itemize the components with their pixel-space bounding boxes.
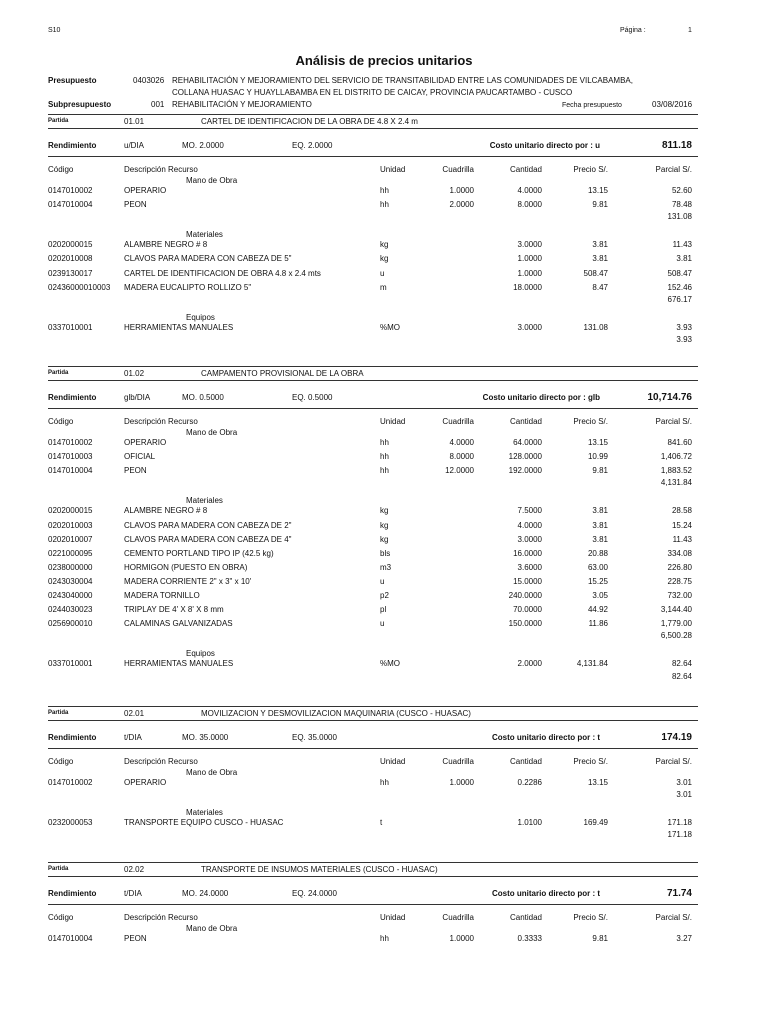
rendimiento-label: Rendimiento [48,733,97,742]
item-desc: OPERARIO [124,778,167,787]
item-unit: kg [380,240,389,250]
group-subtotal: 82.64 [671,671,692,681]
col-codigo: Código [48,757,74,766]
item-cantidad: 1.0000 [517,268,542,278]
rendimiento-value: glb/DIA [124,393,151,402]
item-parcial: 334.08 [667,548,692,558]
col-unidad: Unidad [380,165,406,174]
item-code: 02436000010003 [48,282,111,292]
item-code: 0202000015 [48,506,93,516]
item-unit: hh [380,438,389,447]
group-subtotal: 131.08 [667,212,692,222]
item-code: 0147010004 [48,200,93,210]
fecha-value: 03/08/2016 [652,100,693,109]
item-cantidad: 16.0000 [513,548,542,558]
item-parcial: 3,144.40 [660,605,692,615]
item-code: 0202010003 [48,520,93,530]
report-code: S10 [48,27,61,34]
rendimiento-label: Rendimiento [48,141,97,150]
col-cuadrilla: Cuadrilla [442,757,474,766]
rendimiento-value: u/DIA [124,141,145,150]
presupuesto-label: Presupuesto [48,76,97,85]
partida-name: CARTEL DE IDENTIFICACION DE LA OBRA DE 4.8 X 2.4 m [201,117,418,126]
col-cuadrilla: Cuadrilla [442,417,474,426]
item-cantidad: 18.0000 [513,282,542,292]
col-codigo: Código [48,165,74,174]
item-unit: hh [380,186,389,195]
item-cantidad: 0.2286 [517,778,542,787]
partida-divider [48,366,698,367]
group-name: Mano de Obra [186,176,238,185]
group-name: Equipos [186,312,215,322]
item-code: 0337010001 [48,322,93,332]
col-cantidad: Cantidad [509,913,542,922]
page-number: 1 [688,27,692,34]
item-desc: CLAVOS PARA MADERA CON CABEZA DE 2" [124,520,292,530]
item-desc: ALAMBRE NEGRO # 8 [124,240,208,250]
item-code: 0147010002 [48,438,93,447]
col-precio: Precio S/. [573,757,608,766]
rendimiento-underline [48,156,698,157]
item-unit: p2 [380,591,389,600]
item-precio: 508.47 [583,268,608,278]
item-code: 0243040000 [48,591,93,600]
item-precio: 44.92 [587,605,608,615]
item-cuadrilla: 4.0000 [449,438,474,447]
item-unit: hh [380,778,389,787]
col-parcial: Parcial S/. [655,165,692,174]
item-cantidad: 3.0000 [517,322,542,332]
item-parcial: 1,406.72 [660,452,692,462]
rendimiento-underline [48,748,698,749]
item-parcial: 11.43 [672,534,692,544]
item-desc: OPERARIO [124,186,167,195]
item-cantidad: 0.3333 [517,934,542,943]
costo-value: 174.19 [661,732,692,743]
item-cantidad: 4.0000 [517,186,542,195]
partida-label: Partida [48,710,69,716]
item-code: 0337010001 [48,659,93,669]
item-unit: %MO [380,659,400,669]
item-cuadrilla: 8.0000 [449,452,474,462]
item-unit: kg [380,534,389,544]
item-cantidad: 2.0000 [517,659,542,669]
item-parcial: 82.64 [671,659,692,669]
rendimiento-value: t/DIA [124,733,142,742]
item-code: 0239130017 [48,268,93,278]
page-label: Página : [620,27,646,34]
rendimiento-label: Rendimiento [48,889,97,898]
item-unit: pl [380,605,387,615]
item-parcial: 3.93 [676,322,692,332]
item-parcial: 3.27 [676,934,692,943]
item-precio: 3.81 [592,240,608,250]
item-parcial: 1,883.52 [660,466,692,476]
item-desc: PEON [124,200,147,210]
group-subtotal: 4,131.84 [660,478,692,488]
mo-value: MO. 24.0000 [182,889,229,898]
item-desc: TRIPLAY DE 4' X 8' X 8 mm [124,605,224,615]
item-cuadrilla: 1.0000 [449,186,474,195]
col-unidad: Unidad [380,913,406,922]
item-parcial: 226.80 [667,562,692,572]
item-code: 0232000053 [48,818,93,828]
col-parcial: Parcial S/. [655,913,692,922]
item-desc: CLAVOS PARA MADERA CON CABEZA DE 5" [124,254,292,264]
partida-divider [48,862,698,863]
item-precio: 169.49 [583,818,608,828]
subpresupuesto-name: REHABILITACIÓN Y MEJORAMIENTO [172,100,312,109]
item-desc: CARTEL DE IDENTIFICACION DE OBRA 4.8 x 2.4 mts [124,268,321,278]
col-precio: Precio S/. [573,913,608,922]
presupuesto-line2: COLLANA HUASAC Y HUAYLLABAMBA EN EL DISTRITO DE CAICAY, PROVINCIA PAUCARTAMBO - CUSCO [172,88,573,97]
item-cantidad: 1.0000 [517,254,542,264]
item-precio: 10.99 [587,452,608,462]
item-precio: 63.00 [587,562,608,572]
item-precio: 9.81 [592,934,608,943]
eq-value: EQ. 24.0000 [292,889,337,898]
item-parcial: 508.47 [667,268,692,278]
item-code: 0202010008 [48,254,93,264]
item-parcial: 152.46 [667,282,692,292]
item-unit: m [380,282,387,292]
subpresupuesto-code: 001 [151,100,165,109]
rendimiento-underline [48,408,698,409]
item-unit: hh [380,200,389,210]
item-precio: 131.08 [583,322,608,332]
item-unit: kg [380,506,389,516]
item-precio: 13.15 [587,186,608,195]
item-precio: 20.88 [587,548,608,558]
item-precio: 4,131.84 [576,659,608,669]
col-cuadrilla: Cuadrilla [442,165,474,174]
item-precio: 9.81 [592,200,608,210]
item-precio: 8.47 [592,282,608,292]
item-parcial: 171.18 [667,818,692,828]
item-parcial: 52.60 [671,186,692,195]
item-precio: 9.81 [592,466,608,476]
partida-name: CAMPAMENTO PROVISIONAL DE LA OBRA [201,369,364,378]
subpresupuesto-label: Subpresupuesto [48,100,112,109]
col-unidad: Unidad [380,417,406,426]
item-desc: TRANSPORTE EQUIPO CUSCO - HUASAC [124,818,284,828]
col-unidad: Unidad [380,757,406,766]
col-descripcion: Descripción Recurso [124,757,198,766]
group-subtotal: 3.93 [676,334,692,344]
group-name: Equipos [186,649,215,659]
partida-underline [48,128,698,129]
costo-label: Costo unitario directo por : u [489,141,600,150]
item-cantidad: 1.0100 [517,818,542,828]
item-precio: 3.81 [592,520,608,530]
item-unit: t [380,818,383,828]
item-desc: ALAMBRE NEGRO # 8 [124,506,208,516]
presupuesto-code: 0403026 [133,76,165,85]
item-code: 0244030023 [48,605,93,615]
partida-name: MOVILIZACION Y DESMOVILIZACION MAQUINARIA (CUSCO - HUASAC) [201,709,471,718]
item-desc: PEON [124,466,147,476]
mo-value: MO. 2.0000 [182,141,224,150]
fecha-label: Fecha presupuesto [562,102,622,109]
costo-label: Costo unitario directo por : t [492,889,600,898]
col-parcial: Parcial S/. [655,417,692,426]
item-desc: MADERA TORNILLO [124,591,200,600]
item-unit: kg [380,520,389,530]
item-unit: u [380,619,385,629]
group-name: Mano de Obra [186,768,238,777]
partida-underline [48,380,698,381]
item-cantidad: 192.0000 [508,466,542,476]
group-subtotal: 171.18 [667,830,692,840]
item-desc: CALAMINAS GALVANIZADAS [124,619,233,629]
col-codigo: Código [48,913,74,922]
item-code: 0202000015 [48,240,93,250]
item-parcial: 228.75 [667,576,692,586]
col-cantidad: Cantidad [509,417,542,426]
costo-value: 10,714.76 [647,392,692,403]
col-cantidad: Cantidad [509,165,542,174]
rendimiento-label: Rendimiento [48,393,97,402]
partida-label: Partida [48,118,69,124]
item-code: 0238000000 [48,562,93,572]
item-parcial: 841.60 [667,438,692,447]
item-parcial: 15.24 [671,520,692,530]
rendimiento-underline [48,904,698,905]
item-parcial: 78.48 [671,200,692,210]
partida-code: 02.01 [124,709,145,718]
item-code: 0221000095 [48,548,93,558]
item-precio: 13.15 [587,778,608,787]
item-cuadrilla: 1.0000 [449,934,474,943]
item-cantidad: 4.0000 [517,520,542,530]
item-precio: 11.86 [588,619,608,629]
partida-divider [48,114,698,115]
item-cantidad: 240.0000 [508,591,542,600]
item-parcial: 28.58 [671,506,692,516]
item-parcial: 11.43 [672,240,692,250]
item-precio: 3.81 [592,506,608,516]
col-descripcion: Descripción Recurso [124,417,198,426]
col-descripcion: Descripción Recurso [124,165,198,174]
item-parcial: 1,779.00 [660,619,692,629]
item-precio: 13.15 [587,438,608,447]
col-precio: Precio S/. [573,417,608,426]
item-cantidad: 3.6000 [517,562,542,572]
partida-underline [48,720,698,721]
item-parcial: 3.01 [676,778,692,787]
partida-divider [48,706,698,707]
mo-value: MO. 35.0000 [182,733,229,742]
item-cantidad: 8.0000 [517,200,542,210]
group-name: Mano de Obra [186,428,238,437]
item-desc: OFICIAL [124,452,156,462]
item-code: 0202010007 [48,534,93,544]
item-parcial: 3.81 [676,254,692,264]
item-code: 0243030004 [48,576,93,586]
partida-code: 01.02 [124,369,145,378]
col-codigo: Código [48,417,74,426]
presupuesto-line1: REHABILITACIÓN Y MEJORAMIENTO DEL SERVICIO DE TRANSITABILIDAD ENTRE LAS COMUNIDADES DE VILCABAMBA, [172,76,633,85]
col-cantidad: Cantidad [509,757,542,766]
costo-value: 811.18 [661,140,692,151]
item-unit: u [380,576,385,586]
item-desc: CLAVOS PARA MADERA CON CABEZA DE 4" [124,534,292,544]
group-subtotal: 6,500.28 [660,631,692,641]
item-code: 0147010004 [48,466,93,476]
item-precio: 3.81 [592,534,608,544]
item-desc: OPERARIO [124,438,167,447]
item-cantidad: 15.0000 [513,576,542,586]
item-unit: bls [380,548,391,558]
item-cantidad: 3.0000 [517,240,542,250]
group-name: Mano de Obra [186,924,238,933]
item-unit: hh [380,466,389,476]
mo-value: MO. 0.5000 [182,393,224,402]
item-parcial: 732.00 [667,591,692,600]
item-precio: 15.25 [587,576,608,586]
item-cuadrilla: 12.0000 [445,466,474,476]
col-cuadrilla: Cuadrilla [442,913,474,922]
item-cantidad: 64.0000 [513,438,542,447]
item-precio: 3.81 [592,254,608,264]
col-parcial: Parcial S/. [655,757,692,766]
eq-value: EQ. 35.0000 [292,733,337,742]
group-subtotal: 3.01 [676,790,692,800]
group-name: Materiales [186,496,223,506]
item-unit: hh [380,934,389,943]
partida-name: TRANSPORTE DE INSUMOS MATERIALES (CUSCO - HUASAC) [201,865,438,874]
item-cantidad: 150.0000 [508,619,542,629]
partida-underline [48,876,698,877]
item-desc: MADERA EUCALIPTO ROLLIZO 5" [124,282,252,292]
col-precio: Precio S/. [573,165,608,174]
partida-code: 01.01 [124,117,145,126]
item-cantidad: 128.0000 [508,452,542,462]
item-code: 0147010002 [48,186,93,195]
eq-value: EQ. 0.5000 [292,393,333,402]
group-name: Materiales [186,808,223,818]
item-cantidad: 7.5000 [517,506,542,516]
item-precio: 3.05 [592,591,608,600]
eq-value: EQ. 2.0000 [292,141,333,150]
item-cantidad: 70.0000 [513,605,542,615]
item-unit: %MO [380,322,400,332]
page-title: Análisis de precios unitarios [295,53,473,68]
item-code: 0147010002 [48,778,93,787]
group-subtotal: 676.17 [667,294,692,304]
costo-label: Costo unitario directo por : glb [482,393,600,402]
item-code: 0256900010 [48,619,93,629]
item-code: 0147010004 [48,934,93,943]
group-name: Materiales [186,230,223,240]
partida-code: 02.02 [124,865,145,874]
item-unit: hh [380,452,389,462]
item-code: 0147010003 [48,452,93,462]
col-descripcion: Descripción Recurso [124,913,198,922]
partida-label: Partida [48,866,69,872]
item-unit: m3 [380,562,392,572]
item-cuadrilla: 1.0000 [449,778,474,787]
item-desc: PEON [124,934,147,943]
costo-value: 71.74 [666,888,692,899]
partida-label: Partida [48,370,69,376]
item-desc: CEMENTO PORTLAND TIPO IP (42.5 kg) [124,548,274,558]
item-cuadrilla: 2.0000 [449,200,474,210]
item-desc: HERRAMIENTAS MANUALES [124,322,234,332]
rendimiento-value: t/DIA [124,889,142,898]
item-cantidad: 3.0000 [517,534,542,544]
item-unit: kg [380,254,389,264]
item-desc: HORMIGON (PUESTO EN OBRA) [124,562,248,572]
costo-label: Costo unitario directo por : t [492,733,600,742]
item-unit: u [380,268,385,278]
item-desc: HERRAMIENTAS MANUALES [124,659,234,669]
item-desc: MADERA CORRIENTE 2" x 3" x 10' [124,576,252,586]
